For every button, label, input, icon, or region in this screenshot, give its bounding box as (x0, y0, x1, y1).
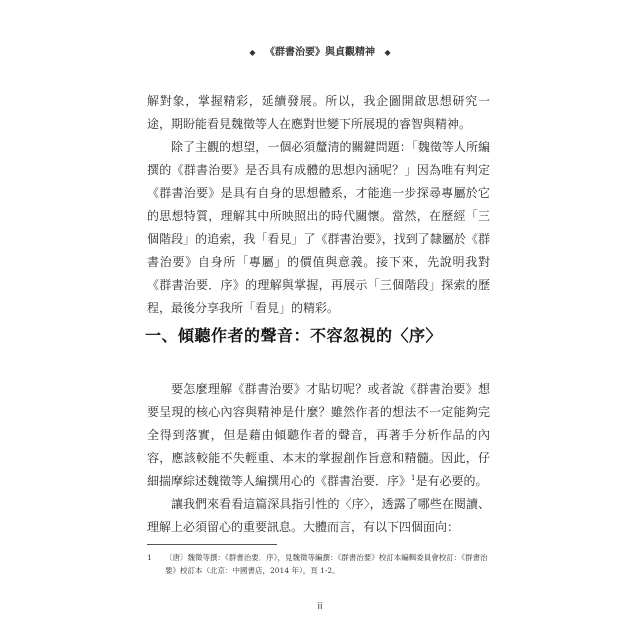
paragraph-text: 要怎麼理解《群書治要》才貼切呢？或者說《群書治要》想要呈現的核心內容與精神是什麼？雖然作者的想法不一定能夠完全得到落實，但是藉由傾聽作者的聲音，再著手分析作品的內容，應該較能不失輕重、本末的掌握創作旨意和精髓。因此，仔細揣摩綜述魏徵等人編撰用心的《群書治要．序》 (147, 382, 490, 488)
section-body (147, 378, 490, 539)
footnote-divider (147, 544, 277, 545)
paragraph-continued: 解對象，掌握精彩，延續發展。所以，我企圖開啟思想研究一途，期盼能看見魏徵等人在應對世變下所展現的睿智與精神。 (147, 94, 490, 131)
footnote-number: 1 (147, 553, 152, 562)
page-number: ii (317, 602, 323, 612)
footnote-text: 〔唐〕魏徵等撰：《群書治要．序》，見魏徵等編撰：《群書治要》校訂本編輯委員會校訂：《群書治要》校訂本（北京：中國書店，2014 年），頁 1-2。 (165, 553, 488, 575)
paragraph-text: 是有必要的。 (415, 474, 488, 488)
paragraph: 讓我們來看看這篇深具指引性的〈序〉，透露了哪些在閱讀、理解上必須留心的重要訊息。大體而言，有以下四個面向： (147, 497, 490, 534)
footnote (147, 551, 492, 577)
section-heading: 一、傾聽作者的聲音：不容忽視的〈序〉 (145, 326, 443, 345)
footnote-reference[interactable]: 1 (411, 474, 416, 482)
diamond-ornament-left: ◆ (249, 48, 256, 57)
diamond-ornament-right: ◆ (384, 48, 391, 57)
paragraph: 除了主觀的想望，一個必須釐清的關鍵問題：「魏徵等人所編撰的《群書治要》是否具有成體的思想內涵呢？」因為唯有判定《群書治要》是具有自身的思想體系，才能進一步探尋專屬於它的思想特質，理解其中所映照出的時代關懷。當然，在歷經「三個階段」的追索，我「看見」了《群書治要》，找到了隸屬於《群書治要》自身所「專屬」的價值與意義。接下來，先說明我對《群書治要．序》的理解與掌握，再展示「三個階段」探索的歷程，最後分享我所「看見」的精彩。 (147, 140, 490, 315)
running-header (0, 43, 640, 58)
running-header-title: 《群書治要》與貞觀精神 (265, 47, 375, 58)
paragraph (147, 378, 490, 493)
section-intro (147, 90, 490, 320)
